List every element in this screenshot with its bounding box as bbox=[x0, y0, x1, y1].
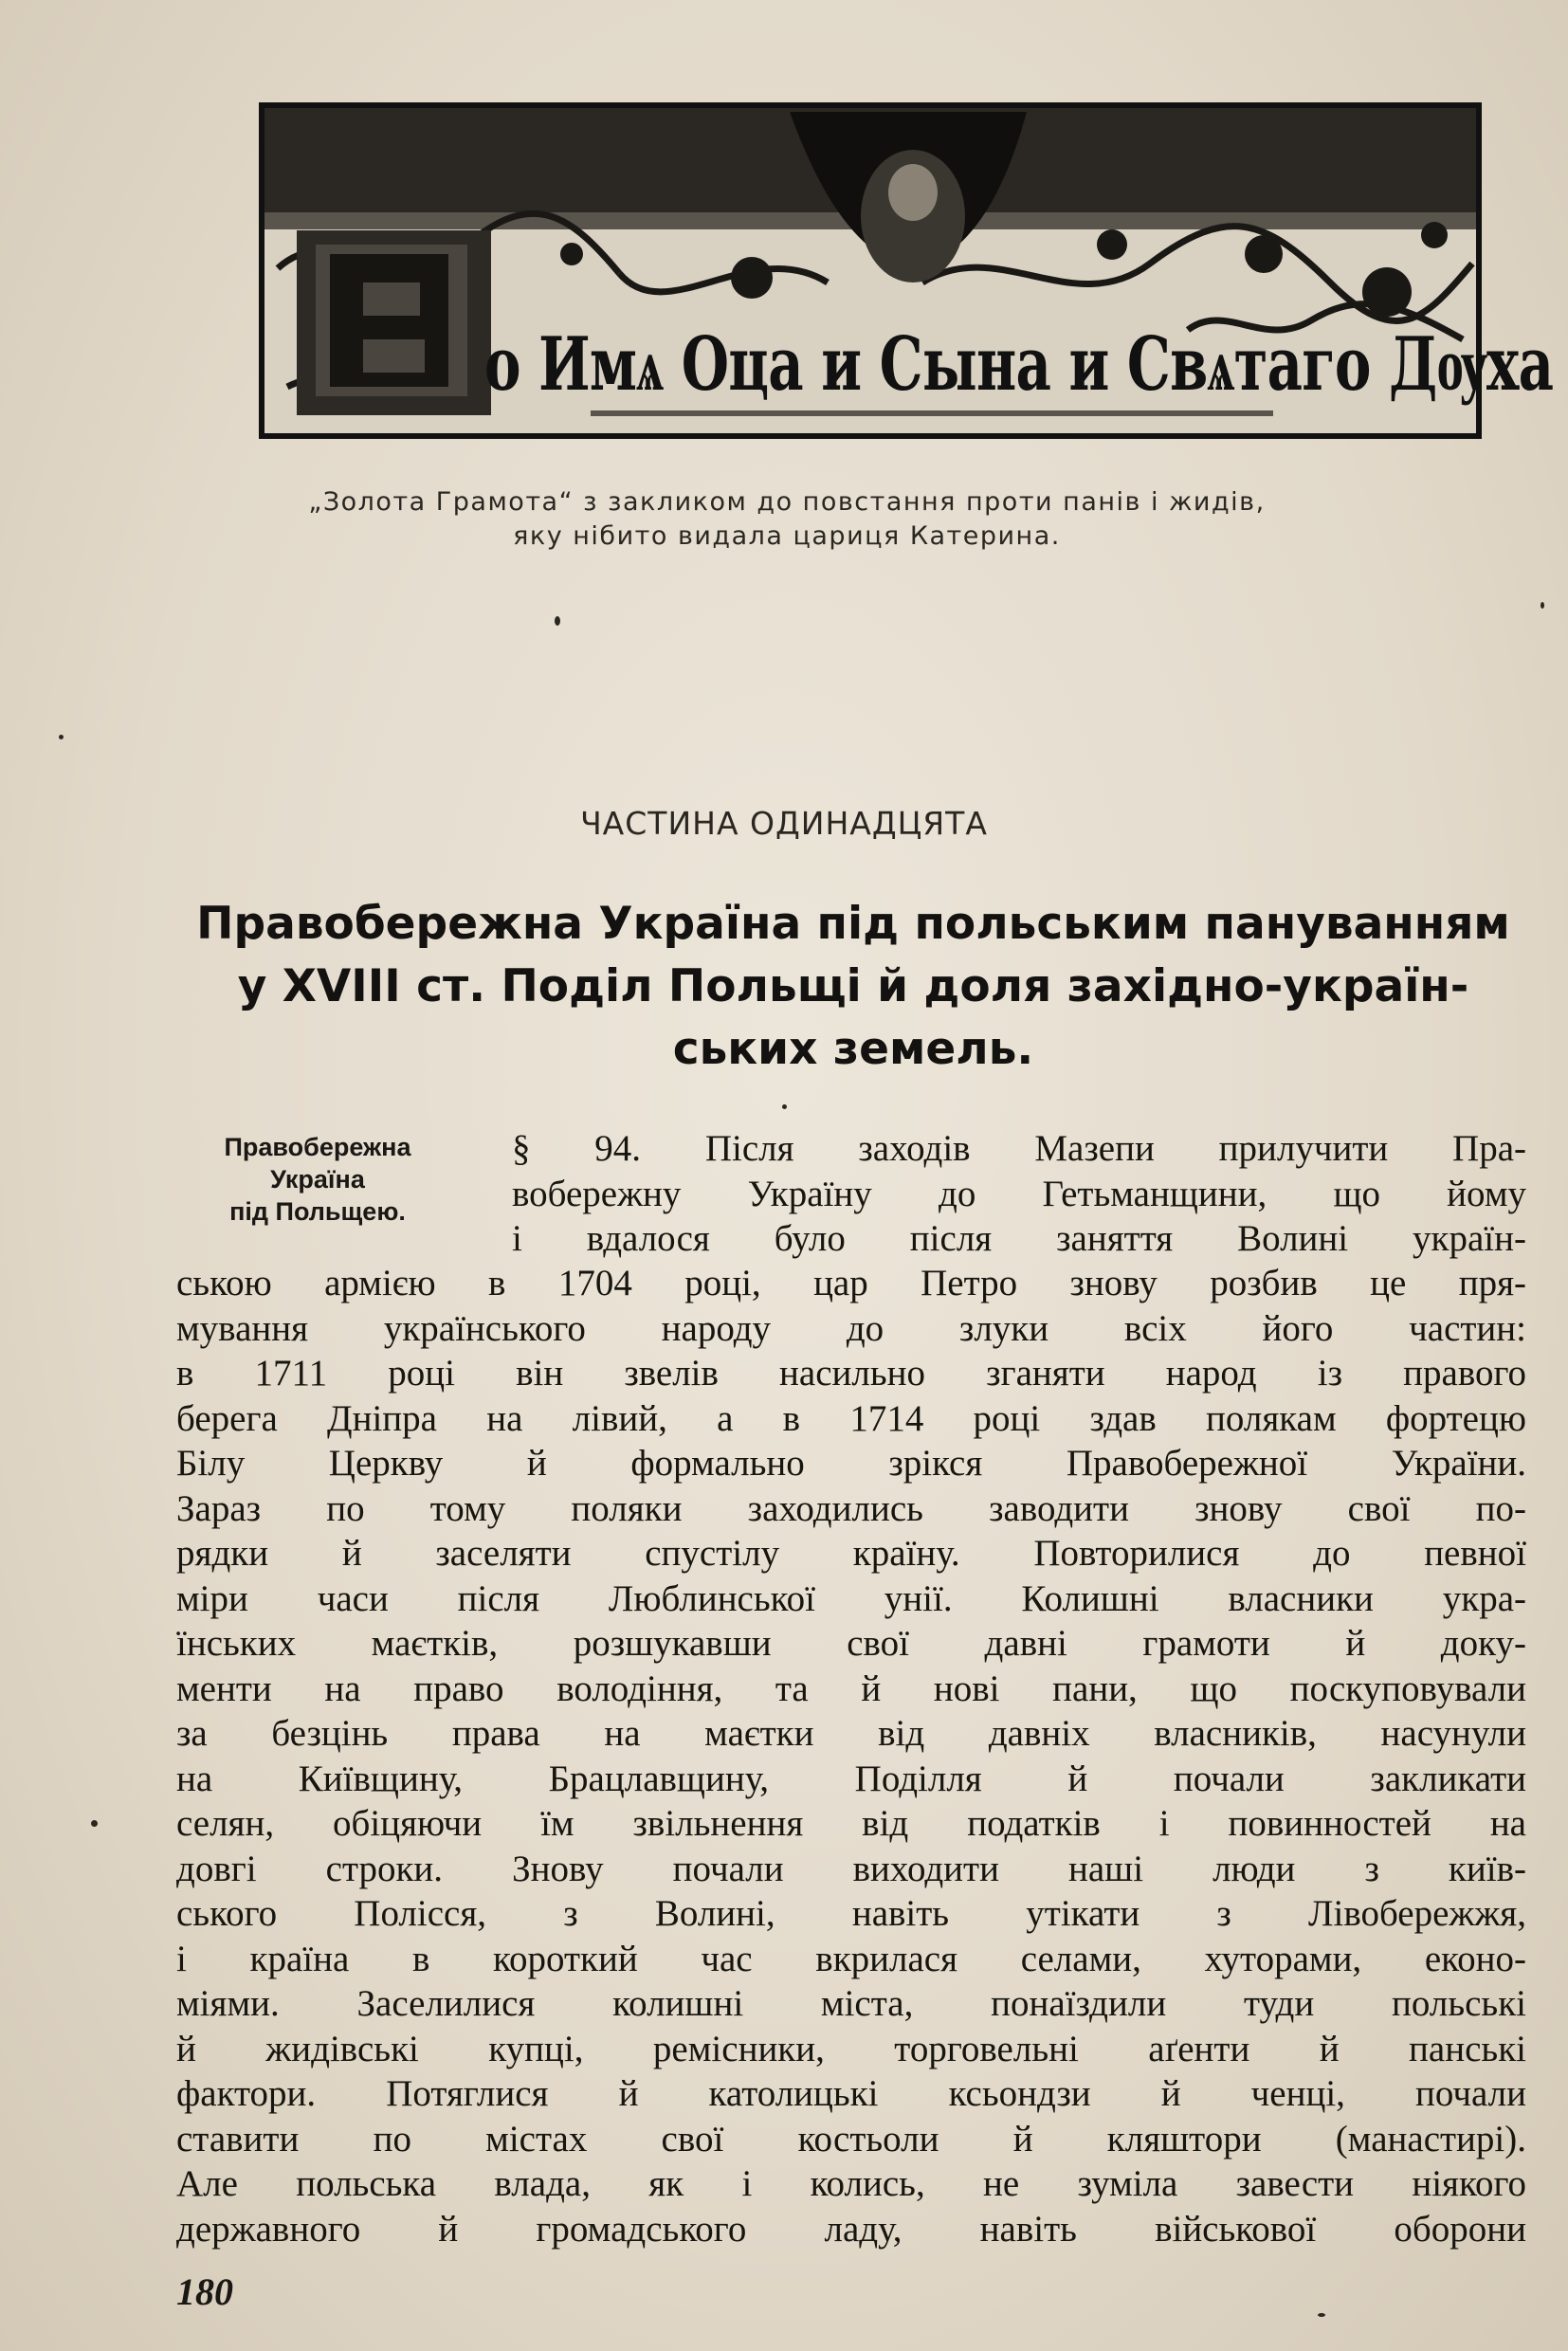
body-line: на Київщину, Брацлавщину, Поділля й почали закликати bbox=[176, 1758, 1526, 1799]
body-line: Зараз по тому поляки заходились заводити знову свої по- bbox=[176, 1487, 1526, 1529]
chapter-title-line-3: ських земель. bbox=[672, 1023, 1034, 1075]
scan-speck bbox=[555, 616, 560, 626]
body-line: державного й громадського ладу, навіть військової оборони bbox=[176, 2208, 1526, 2250]
body-line: їнських маєтків, розшукавши свої давні грамоти й доку- bbox=[176, 1623, 1526, 1664]
body-line: мування українського народу до злуки всіх його частин: bbox=[176, 1307, 1526, 1349]
body-line: фактори. Потяглися й католицькі ксьондзи й ченці, почали bbox=[176, 2073, 1526, 2114]
paragraph-intro bbox=[512, 1126, 1526, 1262]
body-line: за безцінь права на маєтки від давніх власників, насунули bbox=[176, 1713, 1526, 1754]
chapter-title bbox=[171, 893, 1536, 1081]
body-line: ставити по містах свої костьоли й кляштори (манастирі). bbox=[176, 2118, 1526, 2160]
caption-line-2: яку нібито видала цариця Катерина. bbox=[513, 521, 1061, 551]
banner-inscription: о Имѧ Оца и Сына и Свѧтаго Дѹха bbox=[484, 321, 1554, 408]
body-line: рядки й заселяти спустілу країну. Повторилися до певної bbox=[176, 1533, 1526, 1574]
body-line: і країна в короткий час вкрилася селами, хуторами, еконо- bbox=[176, 1938, 1526, 1979]
body-line: § 94. Після заходів Мазепи прилучити Пра- bbox=[512, 1128, 1526, 1169]
body-line: й жидівські купці, ремісники, торговельні аґенти й панські bbox=[176, 2028, 1526, 2069]
body-line: Білу Церкву й формально зрікся Правобережної України. bbox=[176, 1443, 1526, 1484]
side-heading bbox=[166, 1131, 469, 1228]
scan-speck bbox=[782, 1104, 787, 1109]
side-heading-line-2: Україна bbox=[270, 1165, 365, 1194]
side-heading-line-3: під Польщею. bbox=[229, 1197, 406, 1226]
body-line: менти на право володіння, та й нові пани, що поскуповували bbox=[176, 1668, 1526, 1709]
page-number: 180 bbox=[176, 2270, 233, 2313]
paragraph-body bbox=[176, 1261, 1526, 2251]
body-line: селян, обіцяючи їм звільнення від податків і повинностей на bbox=[176, 1803, 1526, 1844]
chapter-title-line-1: Правобережна Україна під польським пануванням bbox=[196, 898, 1510, 950]
body-line: міями. Заселилися колишні міста, понаїздили туди польські bbox=[176, 1983, 1526, 2024]
woodcut-header-engraving bbox=[259, 102, 1554, 439]
side-heading-line-1: Правобережна bbox=[224, 1133, 411, 1161]
body-line: вобережну Україну до Гетьманщини, що йому bbox=[512, 1173, 1526, 1214]
body-line: довгі строки. Знову почали виходити наші люди з київ- bbox=[176, 1848, 1526, 1889]
body-line: ською армією в 1704 році, цар Петро знову розбив це пря- bbox=[176, 1263, 1526, 1303]
scan-speck bbox=[59, 735, 64, 739]
body-line: міри часи після Люблинської унії. Колишні власники укра- bbox=[176, 1577, 1526, 1619]
scan-speck bbox=[1541, 602, 1544, 609]
part-label: ЧАСТИНА ОДИНАДЦЯТА bbox=[580, 805, 988, 842]
body-line: і вдалося було після заняття Волині україн- bbox=[512, 1218, 1526, 1259]
body-line: Але польська влада, як і колись, не зуміла завести ніякого bbox=[176, 2163, 1526, 2204]
body-line: ського Полісся, з Волині, навіть утікати з Лівобережжя, bbox=[176, 1893, 1526, 1934]
scan-speck bbox=[1318, 2313, 1325, 2317]
body-line: в 1711 році він звелів насильно зганяти народ із правого bbox=[176, 1353, 1526, 1394]
caption-line-1: „Золота Грамота“ з закликом до повстання проти панів і жидів, bbox=[308, 487, 1266, 517]
body-line: берега Дніпра на лівий, а в 1714 році здав полякам фортецю bbox=[176, 1397, 1526, 1439]
chapter-title-line-2: у XVIII ст. Поділ Польщі й доля західно-україн- bbox=[237, 960, 1469, 1012]
figure-caption bbox=[199, 485, 1375, 554]
scan-speck bbox=[91, 1820, 98, 1827]
